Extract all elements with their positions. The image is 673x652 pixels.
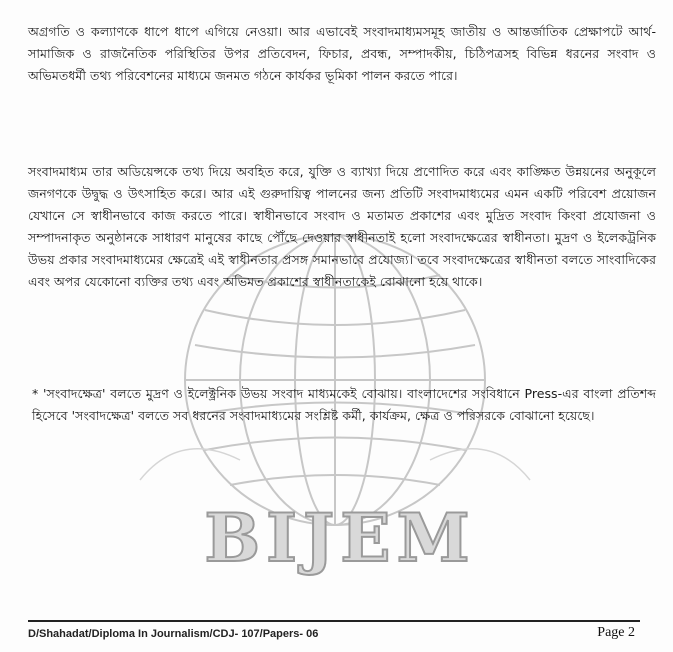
bijem-watermark-text: BIJEM	[204, 499, 476, 577]
paragraph-2: সংবাদমাধ্যম তার অডিয়েন্সকে তথ্য দিয়ে অবহিত করে, যুক্তি ও ব্যাখ্যা দিয়ে প্রণোদিত করে এবং কাঙ্ক্ষিত উন্নয়নের অনুকূলে জনগণকে উদ্বুদ্ধ ও উৎসাহিত করে। আর এই গুরুদায়িত্ব পালনের জন্য প্রতিটি সংবাদমাধ্যমের এমন একটি পরিবেশ প্রয়োজন যেখানে সে স্বাধীনভাবে কাজ করতে পারে। স্বাধীনভাবে সংবাদ ও মতামত প্রকাশের এবং মুদ্রিত সংবাদ কিংবা প্রযোজনা ও সম্পাদনাকৃত অনুষ্ঠানকে সাধারণ মানুষের কাছে পৌঁছে দেওয়ার স্বাধীনতাই হলো সংবাদক্ষেত্রের স্বাধীনতা। মুদ্রণ ও ইলেকট্রনিক উভয় প্রকার সংবাদমাধ্যমের ক্ষেত্রেই এই স্বাধীনতার প্রসঙ্গ সমানভাবে প্রযোজ্য। তবে সংবাদক্ষেত্রের স্বাধীনতা বলতে সাংবাদিকের এবং অপর যেকোনো ব্যক্তির তথ্য এবং অভিমত প্রকাশের স্বাধীনতাকেই বোঝানো হয়ে থাকে।	[28, 163, 656, 289]
paragraph-1: অগ্রগতি ও কল্যাণকে ধাপে ধাপে এগিয়ে নেওয়া। আর এভাবেই সংবাদমাধ্যমসমূহ জাতীয় ও আন্তর্জাতিক প্রেক্ষাপটে আর্থ-সামাজিক ও রাজনৈতিক পরিস্থিতির উপর প্রতিবেদন, ফিচার, প্রবন্ধ, সম্পাদকীয়, চিঠিপত্রসহ বিভিন্ন ধরনের সংবাদ ও অভিমতধর্মী তথ্য পরিবেশনের মাধ্যমে জনমত গঠনে কার্যকর ভূমিকা পালন করতে পারে।	[28, 23, 656, 83]
footer-divider	[28, 620, 640, 622]
footnote: * 'সংবাদক্ষেত্র' বলতে মুদ্রণ ও ইলেক্ট্রনিক উভয় সংবাদ মাধ্যমকেই বোঝায়। বাংলাদেশের সংবিধানে Press-এর বাংলা প্রতিশব্দ হিসেবে 'সংবাদক্ষেত্র' বলতে সব ধরনের সংবাদমাধ্যমের সংশ্লিষ্ট কর্মী, কার্যক্রম, ক্ষেত্র ও পরিসরকে বোঝানো হয়েছে।	[32, 385, 656, 423]
footer-document-reference: D/Shahadat/Diploma In Journalism/CDJ- 107/Papers- 06	[28, 628, 319, 640]
page-number: Page 2	[597, 625, 635, 640]
